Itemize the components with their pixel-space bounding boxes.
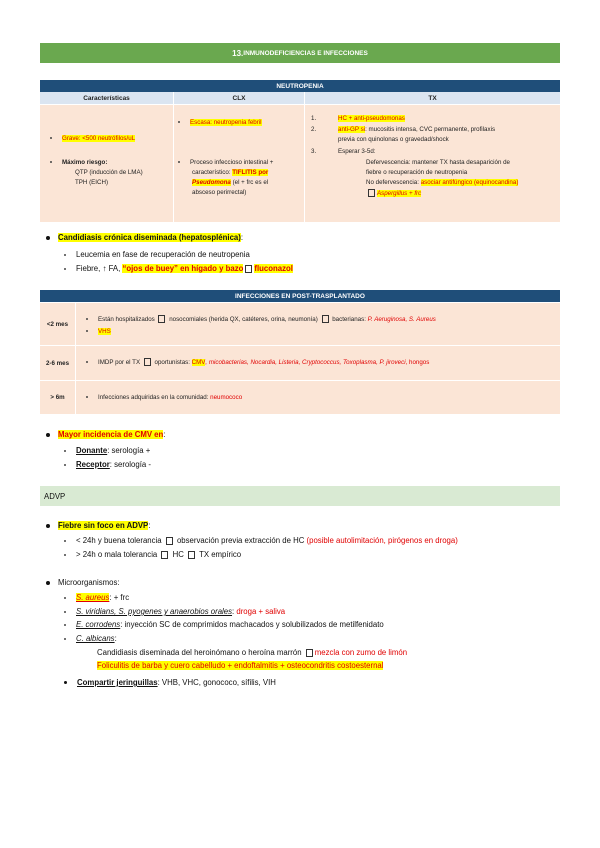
- aspergillus-text: Aspergillus + frc: [377, 190, 422, 197]
- micro-title: Microorganismos: [58, 578, 118, 587]
- s-aureus-text: S. aureus: [76, 593, 110, 602]
- arrow-box-icon: [161, 551, 168, 559]
- tx-step3: Esperar 3-5d:: [338, 148, 376, 155]
- fluconazol-text: fluconazol: [254, 264, 293, 273]
- vhs-text: VHS: [98, 328, 111, 335]
- row-label-2mes: [40, 303, 75, 345]
- col-header-tx: [305, 92, 560, 104]
- receptor-text: : serología -: [109, 460, 151, 469]
- heroinomano-text: Candidiasis diseminada del heroinómano o heroína marrón: [97, 648, 304, 657]
- fiebre-l2-c: TX empírico: [197, 550, 242, 559]
- cmv-heading: [46, 430, 165, 439]
- cell-clx: [174, 105, 304, 222]
- micro-s-aureus: [64, 593, 129, 602]
- droga-saliva-text: droga + saliva: [236, 607, 286, 616]
- colon: :: [114, 634, 117, 643]
- post-trasplante-table-title: [40, 290, 560, 302]
- candidiasis-heading: [46, 233, 243, 242]
- row-content-6m: [76, 381, 560, 414]
- riesgo-qtp: QTP (inducción de LMA): [75, 169, 143, 176]
- chapter-number: 13.: [232, 48, 244, 58]
- bullet-icon: [46, 524, 50, 528]
- cell-caracteristicas: [40, 105, 173, 222]
- bullet-icon: [64, 268, 66, 270]
- col-header-text: TX: [428, 94, 437, 102]
- fiebre-text: Fiebre,: [76, 264, 103, 273]
- neutropenia-title-text: NEUTROPENIA: [276, 82, 324, 90]
- bullet-icon: [64, 611, 66, 613]
- bullet-icon: [46, 581, 50, 585]
- micro-c-albicans: [64, 634, 117, 643]
- zumo-limon-text: mezcla con zumo de limón: [314, 648, 408, 657]
- foliculitis-line: [97, 661, 383, 670]
- candidiasis-line2: [64, 264, 293, 273]
- fiebre-l2-b: HC: [170, 550, 187, 559]
- row-label-6m: [40, 381, 75, 414]
- s-aureus-frc: : + frc: [109, 593, 130, 602]
- bullet-icon: [50, 137, 52, 139]
- arrow-box-icon: [188, 551, 195, 559]
- bullet-icon: [64, 554, 66, 556]
- chapter-title-bar: [40, 43, 560, 63]
- tx-step2-text: : mucositis intensa, CVC permanente, profilaxis: [365, 126, 496, 133]
- defervescencia-text: Defervescencia: mantener TX hasta desaparición de: [366, 159, 510, 166]
- bullet-icon: [178, 161, 180, 163]
- hongos-text: , hongos: [405, 359, 430, 366]
- antifungico-text: asociar antifúngico (equinocandina): [420, 179, 519, 186]
- bullet-icon: [64, 464, 66, 466]
- cell-tx: [305, 105, 560, 222]
- colon: :: [232, 607, 237, 616]
- colon: :: [117, 578, 120, 587]
- s-viridians-text: S. viridians, S. pyogenes y anaerobios orales: [76, 607, 233, 616]
- fiebre-l1-a: < 24h y buena tolerancia: [76, 536, 164, 545]
- micro-heading: [46, 578, 120, 587]
- bullet-icon: [86, 330, 88, 332]
- candidiasis-heroinomano: [97, 648, 407, 657]
- cmv-text: CMV: [191, 359, 206, 366]
- oportunistas-list: , micobacterias, Nocardia, Listeria, Cryptococcus, Toxoplasma, P. jiroveci: [205, 359, 406, 366]
- bullet-icon: [64, 638, 66, 640]
- jeringuillas-label: Compartir jeringuillas: [77, 678, 158, 687]
- cmv-title: Mayor incidencia de CMV en: [58, 430, 164, 439]
- arrow-up-icon: ↑: [102, 264, 107, 273]
- proceso-line4: absceso perirrectal): [192, 189, 247, 196]
- arrow-box-icon: [166, 537, 173, 545]
- ojos-de-buey-text: “ojos de buey” en hígado y bazo: [122, 264, 244, 273]
- anti-gp-text: anti-GP si: [338, 126, 366, 133]
- r2-text-b: oportunistas:: [152, 359, 192, 366]
- col-header-text: CLX: [232, 94, 246, 102]
- r3-text-a: Infecciones adquiridas en la comunidad:: [98, 394, 211, 401]
- arrow-box-icon: [322, 315, 329, 323]
- micro-e-corrodens: [64, 620, 384, 629]
- fiebre-l2-a: > 24h o mala tolerancia: [76, 550, 160, 559]
- jeringuillas-line: [64, 678, 276, 687]
- fiebre-l1-b: observación previa extracción de HC: [174, 536, 307, 545]
- neumococo-text: neumococo: [210, 394, 243, 401]
- arrow-box-icon: [144, 358, 151, 366]
- arrow-box-icon: [158, 315, 165, 323]
- bullet-icon: [86, 396, 88, 398]
- bullet-icon: [86, 318, 88, 320]
- r1-text-a: Están hospitalizados: [98, 316, 157, 323]
- r2-text-a: IMDP por el TX: [98, 359, 142, 366]
- arrow-box-icon: [306, 649, 313, 657]
- fiebre-title: Fiebre sin foco en ADVP: [58, 521, 149, 530]
- r1-text-c: bacterianas:: [330, 316, 368, 323]
- fiebre-line1: [64, 536, 458, 545]
- step-number: 1.: [311, 115, 317, 122]
- jeringuillas-text: : VHB, VHC, gonococo, sífilis, VIH: [157, 678, 276, 687]
- r1-bacteria: P. Aeruginosa, S. Aureus: [367, 316, 436, 323]
- row-content-2mes: [76, 303, 560, 345]
- advp-section-bar: [40, 486, 560, 506]
- bullet-icon: [178, 121, 180, 123]
- bullet-icon: [46, 433, 50, 437]
- bullet-icon: [64, 624, 66, 626]
- arrow-box-icon: [368, 189, 375, 197]
- candidiasis-title: Candidiasis crónica diseminada (hepatosplénica): [58, 233, 241, 242]
- colon: :: [148, 521, 151, 530]
- proceso-line3: (el + frc es el: [230, 179, 269, 186]
- cmv-donante: [64, 446, 150, 455]
- row-label-text: 2-6 mes: [45, 359, 70, 367]
- candidiasis-l1-text: Leucemia en fase de recuperación de neutropenia: [76, 250, 250, 259]
- advp-title: ADVP: [44, 491, 66, 501]
- chapter-title: INMUNODEFICIENCIAS E INFECCIONES: [243, 49, 368, 57]
- c-albicans-text: C. albicans: [76, 634, 115, 643]
- colon: :: [163, 430, 166, 439]
- foliculitis-text: Foliculitis de barba y cuero cabelludo + endoftalmitis + osteocondritis costoesternal: [97, 661, 384, 670]
- row-label-text: <2 mes: [46, 320, 69, 328]
- bullet-icon: [50, 161, 52, 163]
- defervescencia-cont: fiebre o recuperación de neutropenia: [366, 169, 468, 176]
- max-riesgo-text: Máximo riesgo:: [62, 159, 108, 166]
- no-defervescencia-text: No defervescencia:: [366, 179, 421, 186]
- r1-text-b: nosocomiales (herida QX, catéteres, orina, neumonía): [167, 316, 320, 323]
- neutropenia-table-title: [40, 80, 560, 92]
- proceso-line2: característico:: [192, 169, 233, 176]
- colon: :: [240, 233, 244, 242]
- fiebre-heading: [46, 521, 150, 530]
- step-number: 2.: [311, 126, 317, 133]
- col-header-text: Características: [83, 94, 130, 102]
- riesgo-tph: TPH (EICH): [75, 179, 108, 186]
- bullet-icon: [64, 540, 66, 542]
- bullet-icon: [86, 361, 88, 363]
- arrow-box-icon: [245, 265, 252, 273]
- e-corrodens-text: E. corrodens: [76, 620, 121, 629]
- micro-s-viridians: [64, 607, 285, 616]
- fiebre-l1-c: (posible autolimitación, pirógenos en droga): [306, 536, 458, 545]
- col-header-clx: [174, 92, 304, 104]
- row-label-2-6mes: [40, 346, 75, 380]
- col-header-caracteristicas: [40, 92, 173, 104]
- tiflitis-text: TIFLITIS por: [232, 169, 269, 176]
- step-number: 3.: [311, 148, 317, 155]
- donante-label: Donante: [76, 446, 108, 455]
- bullet-icon: [46, 236, 50, 240]
- candidiasis-line1: [64, 250, 250, 259]
- receptor-label: Receptor: [76, 460, 110, 469]
- fiebre-line2: [64, 550, 241, 559]
- bullet-icon: [64, 254, 66, 256]
- row-label-text: > 6m: [50, 394, 65, 401]
- cmv-receptor: [64, 460, 151, 469]
- fa-text: FA,: [106, 264, 123, 273]
- e-corrodens-desc: : inyección SC de comprimidos machacados y solubilizados de metilfenidato: [120, 620, 384, 629]
- proceso-line1: Proceso infeccioso intestinal +: [190, 159, 274, 166]
- pseudomona-text: Pseudomona: [192, 179, 231, 186]
- bullet-icon: [64, 450, 66, 452]
- bullet-icon: [64, 597, 66, 599]
- grave-text: Grave: <500 neutrófilos/uL: [62, 135, 136, 142]
- donante-text: : serología +: [107, 446, 151, 455]
- post-title-text: INFECCIONES EN POST-TRASPLANTADO: [235, 292, 365, 300]
- row-content-2-6mes: [76, 346, 560, 380]
- escasa-text: Escasa: neutropenia febril: [190, 119, 262, 126]
- tx-step1: HC + anti-pseudomonas: [338, 115, 405, 122]
- bullet-icon: [64, 681, 67, 684]
- tx-step2-cont: previa con quinolonas o gravedad/shock: [338, 136, 449, 143]
